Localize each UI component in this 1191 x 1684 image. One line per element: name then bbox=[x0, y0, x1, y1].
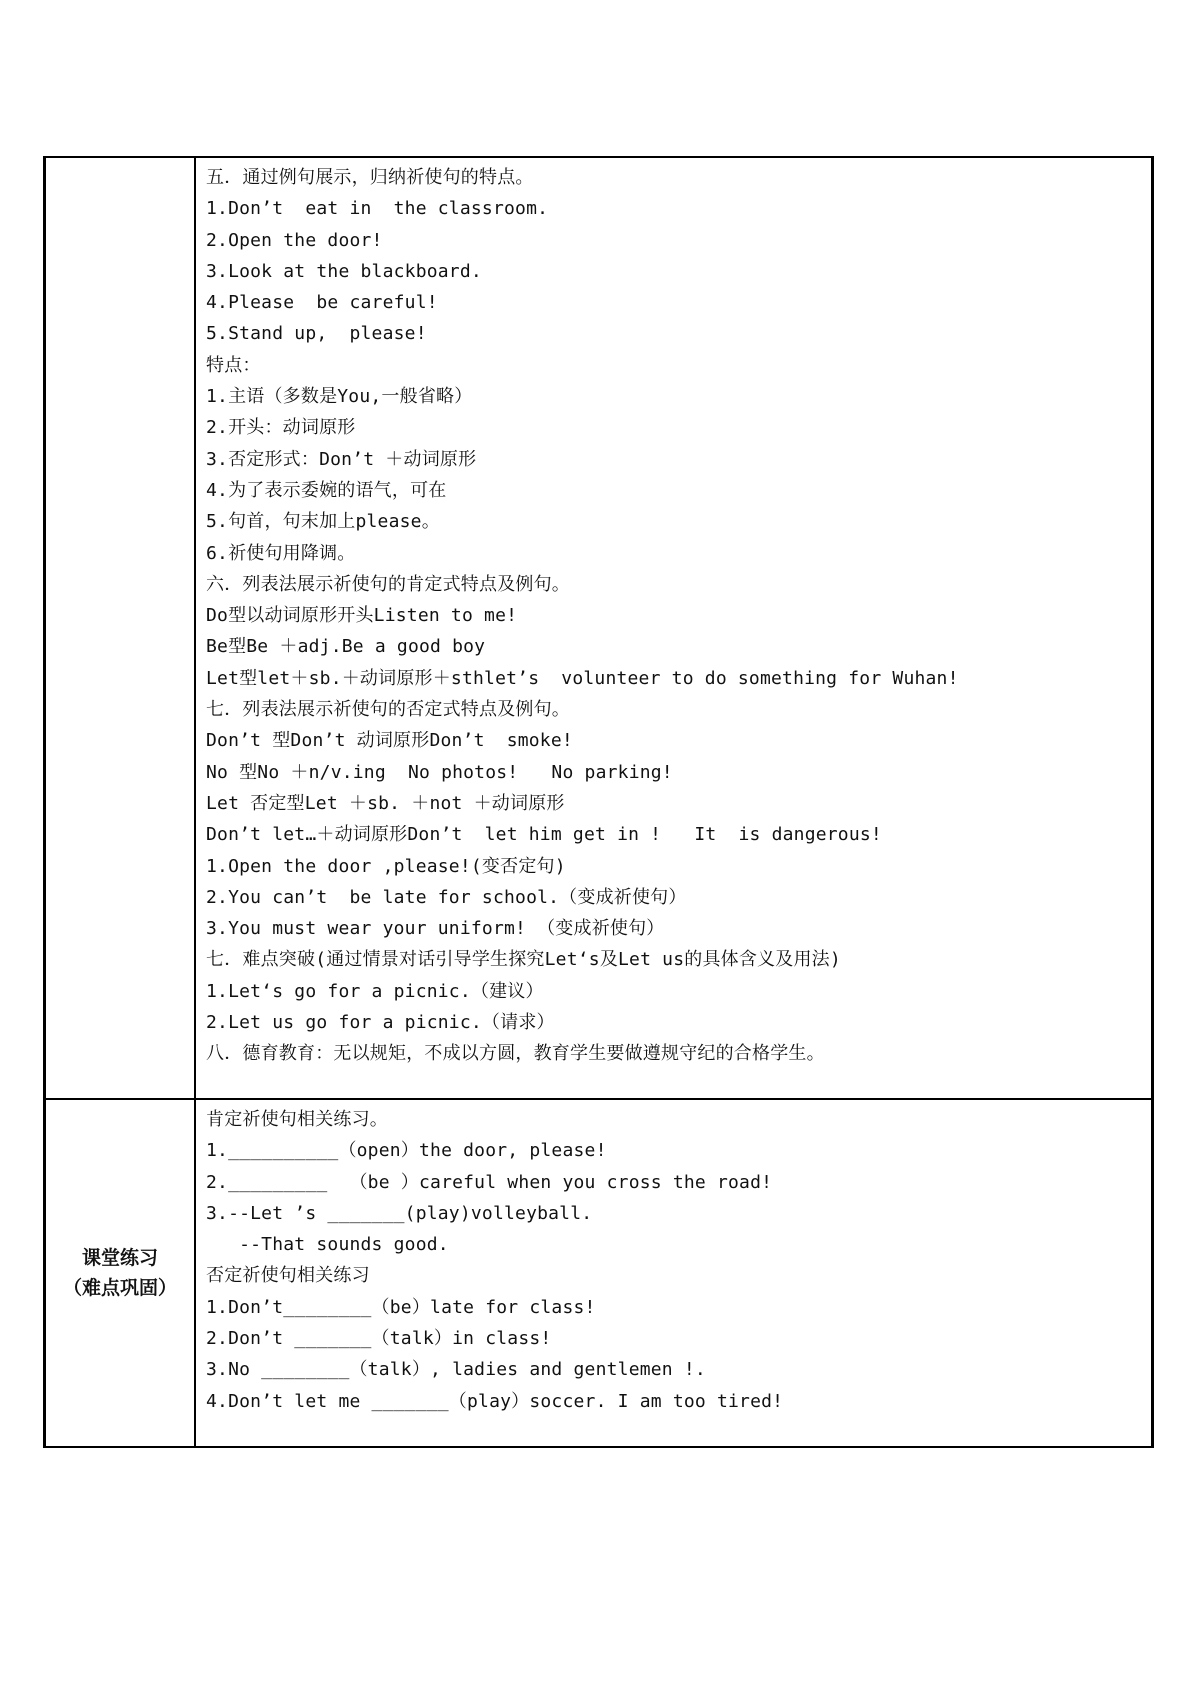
content-line: No 型No ＋n/v.ing No photos! No parking! bbox=[206, 761, 673, 783]
content-line: 七．列表法展示祈使句的否定式特点及例句。 bbox=[206, 699, 570, 721]
row-label bbox=[46, 1100, 194, 1446]
content-line: 2.Open the door! bbox=[206, 229, 383, 251]
content-line: 五．通过例句展示，归纳祈使句的特点。 bbox=[206, 167, 534, 188]
content-line: 六．列表法展示祈使句的肯定式特点及例句。 bbox=[206, 573, 570, 595]
content-line: Let型let＋sb.＋动词原形＋sthlet’s volunteer to do something for Wuhan! bbox=[206, 667, 959, 689]
exercise-line: 2._________ （be ）careful when you cross the road! bbox=[206, 1171, 773, 1193]
exercise-line: 1.__________（open）the door, please! bbox=[206, 1140, 607, 1162]
content-line: 七．难点突破(通过情景对话引导学生探究Let‘s及Let us的具体含义及用法) bbox=[206, 949, 841, 971]
content-line: Don’t 型Don’t 动词原形Don’t smoke! bbox=[206, 730, 573, 752]
content-line: 5.句首，句末加上please。 bbox=[206, 511, 440, 533]
teaching-content-cell bbox=[195, 157, 1153, 1099]
content-line: 4.为了表示委婉的语气，可在 bbox=[206, 479, 447, 501]
row-label-subtitle: （难点巩固） bbox=[62, 1277, 177, 1299]
exercise-line: 3.No ________（talk）, ladies and gentlemen !. bbox=[206, 1359, 706, 1381]
exercise-line: 否定祈使句相关练习 bbox=[206, 1265, 370, 1287]
content-line: 1.Let‘s go for a picnic.（建议） bbox=[206, 980, 544, 1002]
content-line: 1.Open the door ,please!(变否定句) bbox=[206, 855, 566, 877]
content-line: 3.Look at the blackboard. bbox=[206, 260, 482, 282]
exercise-line: 3.--Let ’s _______(play)volleyball. bbox=[206, 1202, 593, 1224]
content-line: 2.You can’t be late for school.（变成祈使句） bbox=[206, 886, 687, 908]
practice-content-cell bbox=[195, 1099, 1153, 1447]
row-label-cell bbox=[45, 1099, 196, 1447]
content-line: Be型Be ＋adj.Be a good boy bbox=[206, 636, 486, 658]
exercise-line: 1.Don’t________（be）late for class! bbox=[206, 1296, 596, 1318]
content-line: Don’t let…＋动词原形Don’t let him get in ! It is dangerous! bbox=[206, 824, 882, 846]
teaching-content bbox=[196, 158, 1151, 1070]
content-line: 2.Let us go for a picnic.（请求） bbox=[206, 1012, 555, 1034]
exercise-line: 2.Don’t _______（talk）in class! bbox=[206, 1328, 552, 1350]
content-line: 3.You must wear your uniform! （变成祈使句） bbox=[206, 918, 665, 940]
row-label-cell-empty bbox=[45, 157, 196, 1099]
content-line: 6.祈使句用降调。 bbox=[206, 542, 356, 564]
content-line: 3.否定形式：Don’t ＋动词原形 bbox=[206, 448, 477, 470]
table-row bbox=[45, 157, 1153, 1099]
content-line: 特点： bbox=[206, 354, 261, 376]
content-line: 4.Please be careful! bbox=[206, 292, 438, 314]
row-label-title: 课堂练习 bbox=[81, 1247, 158, 1269]
lesson-plan-table bbox=[43, 156, 1154, 1448]
exercise-line: 肯定祈使句相关练习。 bbox=[206, 1109, 388, 1130]
content-line: 5.Stand up, please! bbox=[206, 323, 427, 345]
content-line: 1.主语（多数是You,一般省略） bbox=[206, 386, 473, 408]
content-line: 1.Don’t eat in the classroom. bbox=[206, 198, 549, 220]
content-line: 2.开头：动词原形 bbox=[206, 417, 356, 439]
table-row bbox=[45, 1099, 1153, 1447]
content-line: Do型以动词原形开头Listen to me! bbox=[206, 605, 518, 627]
exercise-line: 4.Don’t let me _______（play）soccer. I am too tired! bbox=[206, 1390, 784, 1412]
content-line: Let 否定型Let ＋sb. ＋not ＋动词原形 bbox=[206, 792, 565, 814]
exercise-line: --That sounds good. bbox=[206, 1234, 449, 1256]
content-line: 八．德育教育：无以规矩，不成以方圆，教育学生要做遵规守纪的合格学生。 bbox=[206, 1043, 825, 1065]
practice-content bbox=[196, 1100, 1151, 1417]
